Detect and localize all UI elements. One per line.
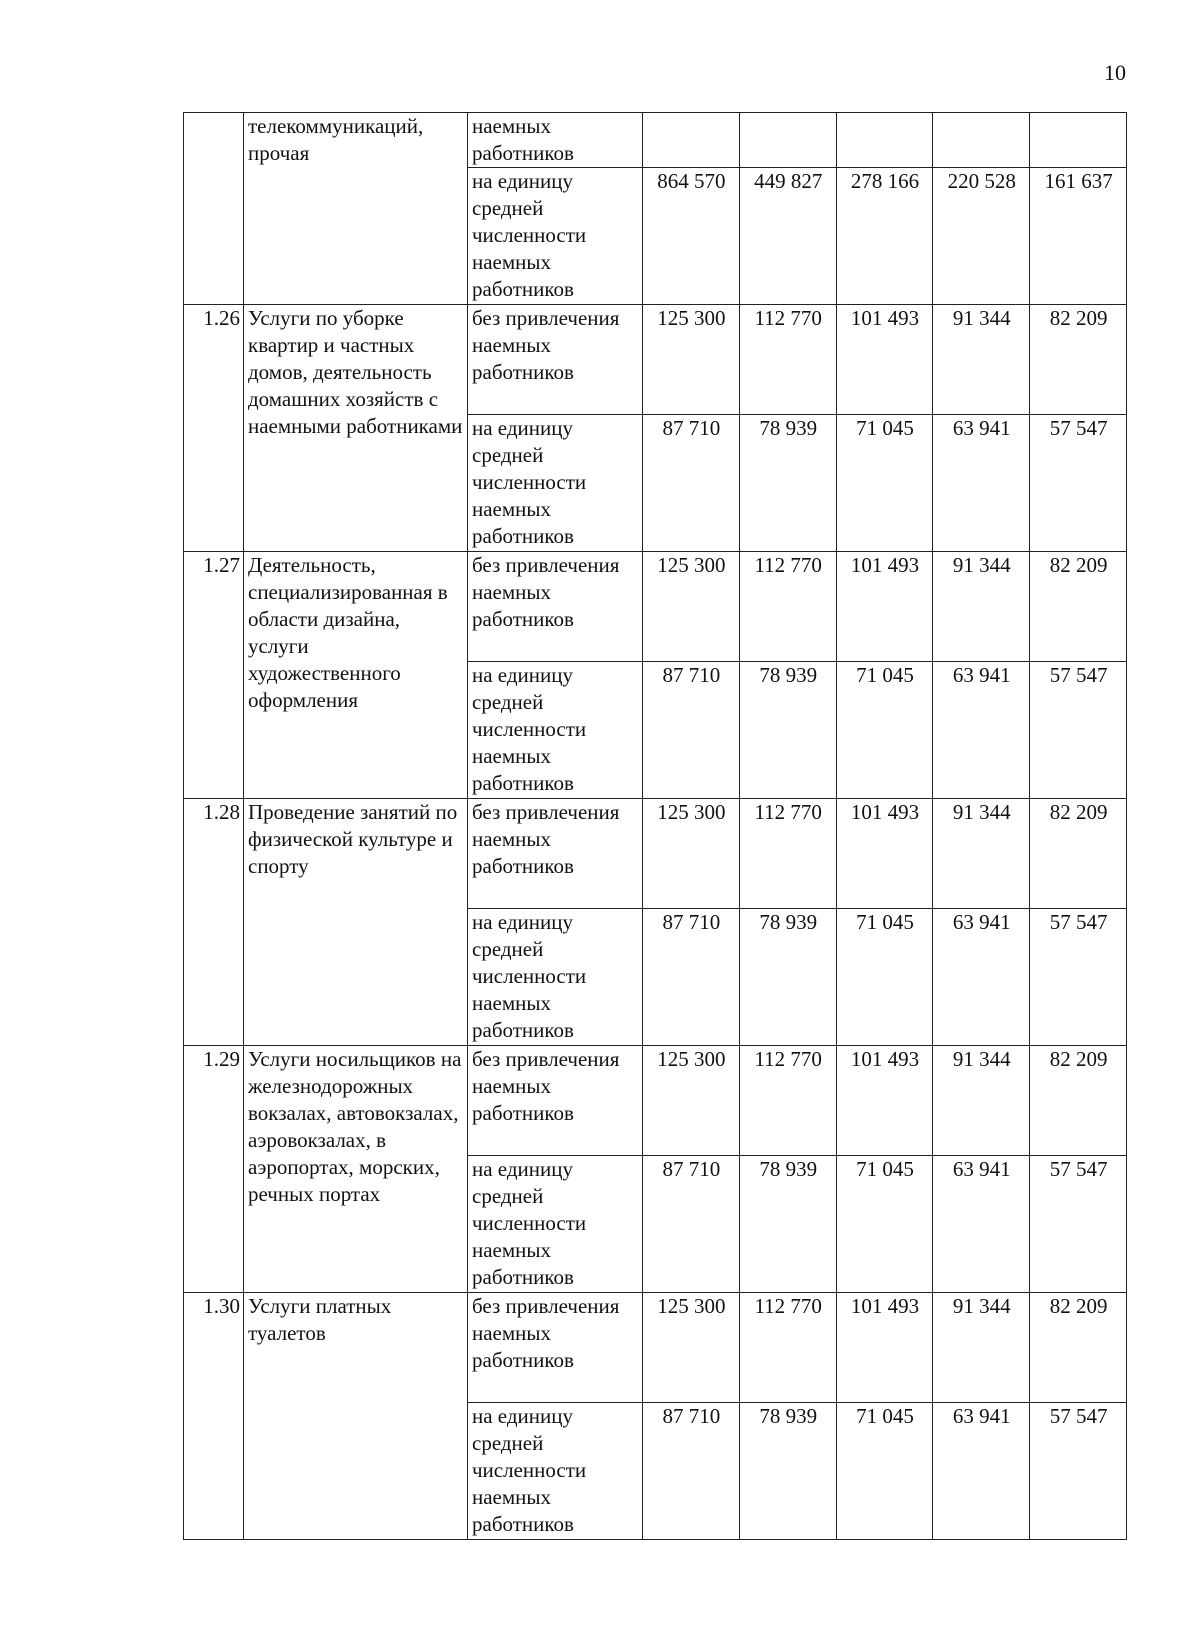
row-number-cell: 1.27 (184, 552, 244, 799)
value-cell: 71 045 (836, 662, 933, 799)
value-cell: 91 344 (933, 552, 1030, 662)
value-cell: 449 827 (739, 168, 836, 305)
table-row (184, 552, 1127, 662)
value-cell: 125 300 (643, 552, 740, 662)
value-cell: 82 209 (1030, 552, 1127, 662)
value-cell: 78 939 (739, 415, 836, 552)
value-cell: 87 710 (643, 415, 740, 552)
value-cell: 125 300 (643, 1293, 740, 1403)
tax-rates-table (183, 112, 1127, 1540)
basis-cell: наемных работников (468, 113, 643, 168)
value-cell: 63 941 (933, 415, 1030, 552)
value-cell: 57 547 (1030, 1403, 1127, 1540)
value-cell: 82 209 (1030, 1046, 1127, 1156)
row-number-cell (184, 113, 244, 305)
value-cell: 82 209 (1030, 305, 1127, 415)
value-cell: 91 344 (933, 1293, 1030, 1403)
value-cell: 57 547 (1030, 909, 1127, 1046)
page-number: 10 (1104, 60, 1126, 85)
basis-cell: на единицу средней численности наемных работников (468, 662, 643, 799)
row-number-cell: 1.30 (184, 1293, 244, 1540)
value-cell: 101 493 (836, 1293, 933, 1403)
basis-cell: без привлечения наемных работников (468, 305, 643, 415)
value-cell: 101 493 (836, 799, 933, 909)
activity-name-cell: телекоммуникаций, прочая (244, 113, 468, 305)
basis-cell: на единицу средней численности наемных работников (468, 415, 643, 552)
activity-name-cell: Услуги по уборке квартир и частных домов, деятельность домашних хозяйств с наемными работниками (244, 305, 468, 552)
row-number-cell: 1.28 (184, 799, 244, 1046)
value-cell: 87 710 (643, 1156, 740, 1293)
value-cell: 91 344 (933, 305, 1030, 415)
value-cell (1030, 113, 1127, 168)
activity-name-cell: Услуги платных туалетов (244, 1293, 468, 1540)
table-row (184, 1293, 1127, 1403)
basis-cell: без привлечения наемных работников (468, 552, 643, 662)
value-cell: 71 045 (836, 415, 933, 552)
value-cell: 87 710 (643, 909, 740, 1046)
value-cell: 57 547 (1030, 1156, 1127, 1293)
value-cell: 125 300 (643, 305, 740, 415)
value-cell: 78 939 (739, 909, 836, 1046)
activity-name-cell: Деятельность, специализированная в области дизайна, услуги художественного оформления (244, 552, 468, 799)
value-cell: 71 045 (836, 909, 933, 1046)
value-cell: 101 493 (836, 1046, 933, 1156)
value-cell: 101 493 (836, 552, 933, 662)
basis-cell: на единицу средней численности наемных работников (468, 1156, 643, 1293)
table-row (184, 1046, 1127, 1156)
value-cell: 161 637 (1030, 168, 1127, 305)
value-cell: 125 300 (643, 799, 740, 909)
table-row (184, 113, 1127, 168)
value-cell: 63 941 (933, 909, 1030, 1046)
table-row (184, 305, 1127, 415)
row-number-cell: 1.29 (184, 1046, 244, 1293)
value-cell (739, 113, 836, 168)
value-cell: 91 344 (933, 799, 1030, 909)
activity-name-cell: Проведение занятий по физической культуре и спорту (244, 799, 468, 1046)
row-number-cell: 1.26 (184, 305, 244, 552)
value-cell: 125 300 (643, 1046, 740, 1156)
value-cell: 278 166 (836, 168, 933, 305)
value-cell: 87 710 (643, 1403, 740, 1540)
value-cell: 112 770 (739, 1046, 836, 1156)
table-row (184, 799, 1127, 909)
basis-cell: без привлечения наемных работников (468, 1293, 643, 1403)
activity-name-cell: Услуги носильщиков на железнодорожных вокзалах, автовокзалах, аэровокзалах, в аэропортах, морских, речных портах (244, 1046, 468, 1293)
value-cell: 82 209 (1030, 799, 1127, 909)
basis-cell: на единицу средней численности наемных работников (468, 909, 643, 1046)
value-cell: 57 547 (1030, 415, 1127, 552)
basis-cell: на единицу средней численности наемных работников (468, 1403, 643, 1540)
value-cell: 78 939 (739, 1156, 836, 1293)
value-cell: 864 570 (643, 168, 740, 305)
basis-cell: на единицу средней численности наемных работников (468, 168, 643, 305)
value-cell: 112 770 (739, 305, 836, 415)
value-cell: 101 493 (836, 305, 933, 415)
basis-cell: без привлечения наемных работников (468, 1046, 643, 1156)
value-cell: 91 344 (933, 1046, 1030, 1156)
value-cell: 87 710 (643, 662, 740, 799)
value-cell: 220 528 (933, 168, 1030, 305)
value-cell: 63 941 (933, 662, 1030, 799)
basis-cell: без привлечения наемных работников (468, 799, 643, 909)
value-cell (643, 113, 740, 168)
value-cell (933, 113, 1030, 168)
value-cell: 112 770 (739, 552, 836, 662)
value-cell: 112 770 (739, 799, 836, 909)
value-cell: 57 547 (1030, 662, 1127, 799)
value-cell: 71 045 (836, 1403, 933, 1540)
value-cell: 63 941 (933, 1156, 1030, 1293)
value-cell: 82 209 (1030, 1293, 1127, 1403)
value-cell: 112 770 (739, 1293, 836, 1403)
value-cell: 71 045 (836, 1156, 933, 1293)
value-cell: 78 939 (739, 662, 836, 799)
value-cell: 78 939 (739, 1403, 836, 1540)
value-cell (836, 113, 933, 168)
value-cell: 63 941 (933, 1403, 1030, 1540)
